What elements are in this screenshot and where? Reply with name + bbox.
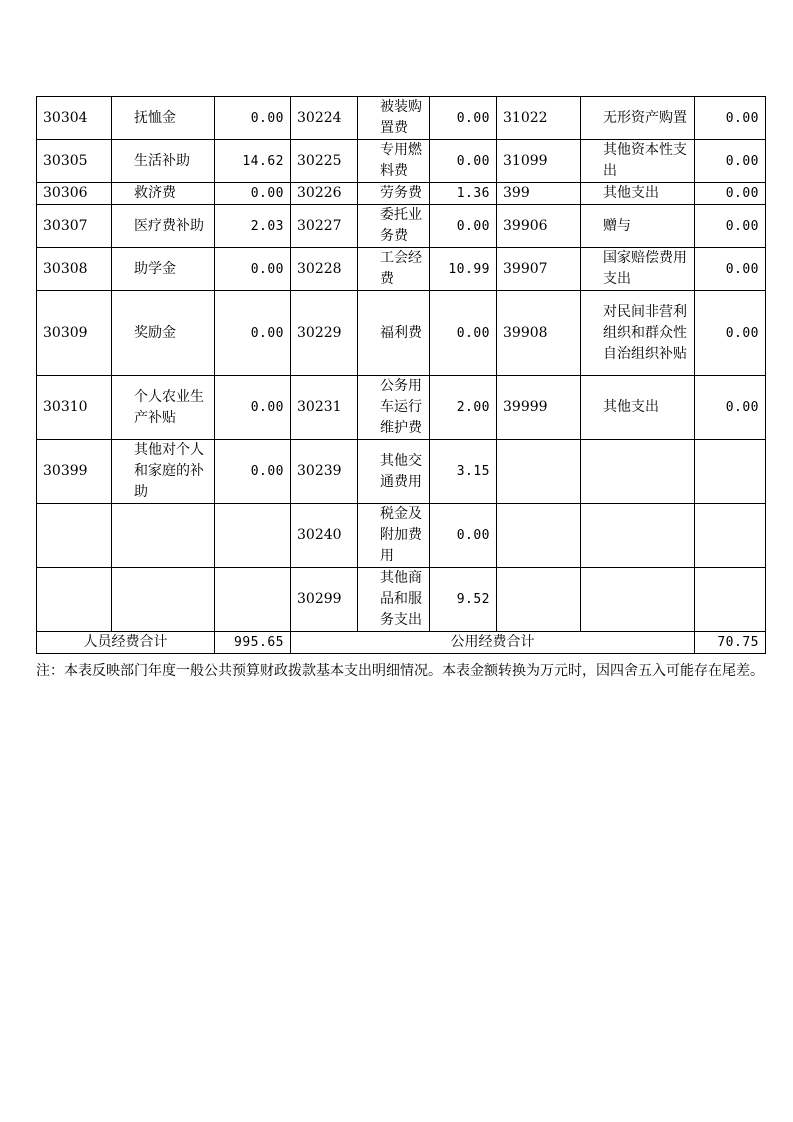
table-row — [37, 205, 766, 248]
cell-code: 39908 — [497, 291, 581, 376]
cell-code — [37, 568, 112, 632]
cell-amount: 1.36 — [430, 183, 497, 205]
cell-name: 生活补助 — [112, 140, 215, 183]
cell-name: 其他商品和服务支出 — [358, 568, 430, 632]
cell-name: 劳务费 — [358, 183, 430, 205]
cell-amount: 2.03 — [215, 205, 291, 248]
cell-amount: 3.15 — [430, 440, 497, 504]
cell-amount: 0.00 — [430, 140, 497, 183]
cell-name: 无形资产购置 — [581, 97, 695, 140]
cell-code: 30226 — [291, 183, 358, 205]
cell-name: 医疗费补助 — [112, 205, 215, 248]
cell-code: 30229 — [291, 291, 358, 376]
cell-name: 税金及附加费用 — [358, 504, 430, 568]
cell-name: 专用燃料费 — [358, 140, 430, 183]
cell-amount: 2.00 — [430, 376, 497, 440]
cell-amount: 0.00 — [215, 376, 291, 440]
cell-name: 奖励金 — [112, 291, 215, 376]
table-row — [37, 504, 766, 568]
cell-amount — [695, 568, 766, 632]
cell-code: 30227 — [291, 205, 358, 248]
cell-name — [112, 504, 215, 568]
cell-amount: 0.00 — [695, 248, 766, 291]
cell-code: 30231 — [291, 376, 358, 440]
cell-code: 30399 — [37, 440, 112, 504]
cell-code: 30309 — [37, 291, 112, 376]
table-row — [37, 440, 766, 504]
cell-name: 工会经费 — [358, 248, 430, 291]
cell-amount: 0.00 — [430, 97, 497, 140]
cell-amount: 0.00 — [430, 291, 497, 376]
cell-code: 30228 — [291, 248, 358, 291]
cell-code: 30310 — [37, 376, 112, 440]
cell-name — [112, 568, 215, 632]
cell-amount — [695, 504, 766, 568]
cell-code: 31099 — [497, 140, 581, 183]
cell-name: 救济费 — [112, 183, 215, 205]
cell-amount — [695, 440, 766, 504]
cell-name: 其他支出 — [581, 183, 695, 205]
cell-amount: 0.00 — [430, 205, 497, 248]
cell-amount: 0.00 — [695, 205, 766, 248]
cell-name: 对民间非营利组织和群众性自治组织补贴 — [581, 291, 695, 376]
personnel-total-label: 人员经费合计 — [37, 632, 215, 654]
cell-name — [581, 504, 695, 568]
cell-amount: 0.00 — [695, 97, 766, 140]
cell-amount: 0.00 — [215, 291, 291, 376]
cell-amount: 0.00 — [430, 504, 497, 568]
cell-amount: 0.00 — [695, 291, 766, 376]
table-row — [37, 140, 766, 183]
cell-code — [497, 568, 581, 632]
cell-amount: 0.00 — [215, 248, 291, 291]
cell-amount: 14.62 — [215, 140, 291, 183]
cell-code: 39999 — [497, 376, 581, 440]
cell-code: 31022 — [497, 97, 581, 140]
cell-amount: 0.00 — [215, 183, 291, 205]
public-total-label: 公用经费合计 — [291, 632, 695, 654]
cell-name: 助学金 — [112, 248, 215, 291]
cell-name: 福利费 — [358, 291, 430, 376]
cell-code: 30304 — [37, 97, 112, 140]
cell-code: 30299 — [291, 568, 358, 632]
cell-code: 30306 — [37, 183, 112, 205]
cell-code: 30240 — [291, 504, 358, 568]
table-footnote: 注：本表反映部门年度一般公共预算财政拨款基本支出明细情况。本表金额转换为万元时，因四舍五入可能存在尾差。 — [36, 663, 764, 679]
table-row — [37, 291, 766, 376]
cell-amount: 0.00 — [215, 97, 291, 140]
cell-code: 30308 — [37, 248, 112, 291]
table-row — [37, 568, 766, 632]
cell-name — [581, 440, 695, 504]
table-row — [37, 183, 766, 205]
expenditure-detail-sheet — [36, 96, 765, 682]
table-body — [37, 97, 766, 654]
table-row — [37, 248, 766, 291]
cell-code: 30305 — [37, 140, 112, 183]
cell-name — [581, 568, 695, 632]
table-row — [37, 97, 766, 140]
cell-amount: 10.99 — [430, 248, 497, 291]
totals-row — [37, 632, 766, 654]
cell-code — [497, 440, 581, 504]
cell-code: 39907 — [497, 248, 581, 291]
cell-name: 委托业务费 — [358, 205, 430, 248]
cell-code — [37, 504, 112, 568]
table-row — [37, 376, 766, 440]
cell-code: 399 — [497, 183, 581, 205]
cell-amount: 0.00 — [695, 140, 766, 183]
cell-code: 30224 — [291, 97, 358, 140]
expenditure-table — [36, 96, 766, 654]
cell-amount: 0.00 — [695, 183, 766, 205]
cell-name: 抚恤金 — [112, 97, 215, 140]
cell-code: 30239 — [291, 440, 358, 504]
cell-code: 30307 — [37, 205, 112, 248]
cell-name: 其他支出 — [581, 376, 695, 440]
cell-amount: 9.52 — [430, 568, 497, 632]
cell-amount — [215, 504, 291, 568]
cell-code: 39906 — [497, 205, 581, 248]
cell-name: 公务用车运行维护费 — [358, 376, 430, 440]
cell-name: 个人农业生产补贴 — [112, 376, 215, 440]
cell-name: 其他资本性支出 — [581, 140, 695, 183]
cell-name: 赠与 — [581, 205, 695, 248]
cell-amount: 0.00 — [215, 440, 291, 504]
cell-name: 被装购置费 — [358, 97, 430, 140]
cell-amount — [215, 568, 291, 632]
cell-name: 国家赔偿费用支出 — [581, 248, 695, 291]
cell-name: 其他对个人和家庭的补助 — [112, 440, 215, 504]
personnel-total-value: 995.65 — [215, 632, 291, 654]
cell-name: 其他交通费用 — [358, 440, 430, 504]
cell-code — [497, 504, 581, 568]
public-total-value: 70.75 — [695, 632, 766, 654]
cell-code: 30225 — [291, 140, 358, 183]
cell-amount: 0.00 — [695, 376, 766, 440]
